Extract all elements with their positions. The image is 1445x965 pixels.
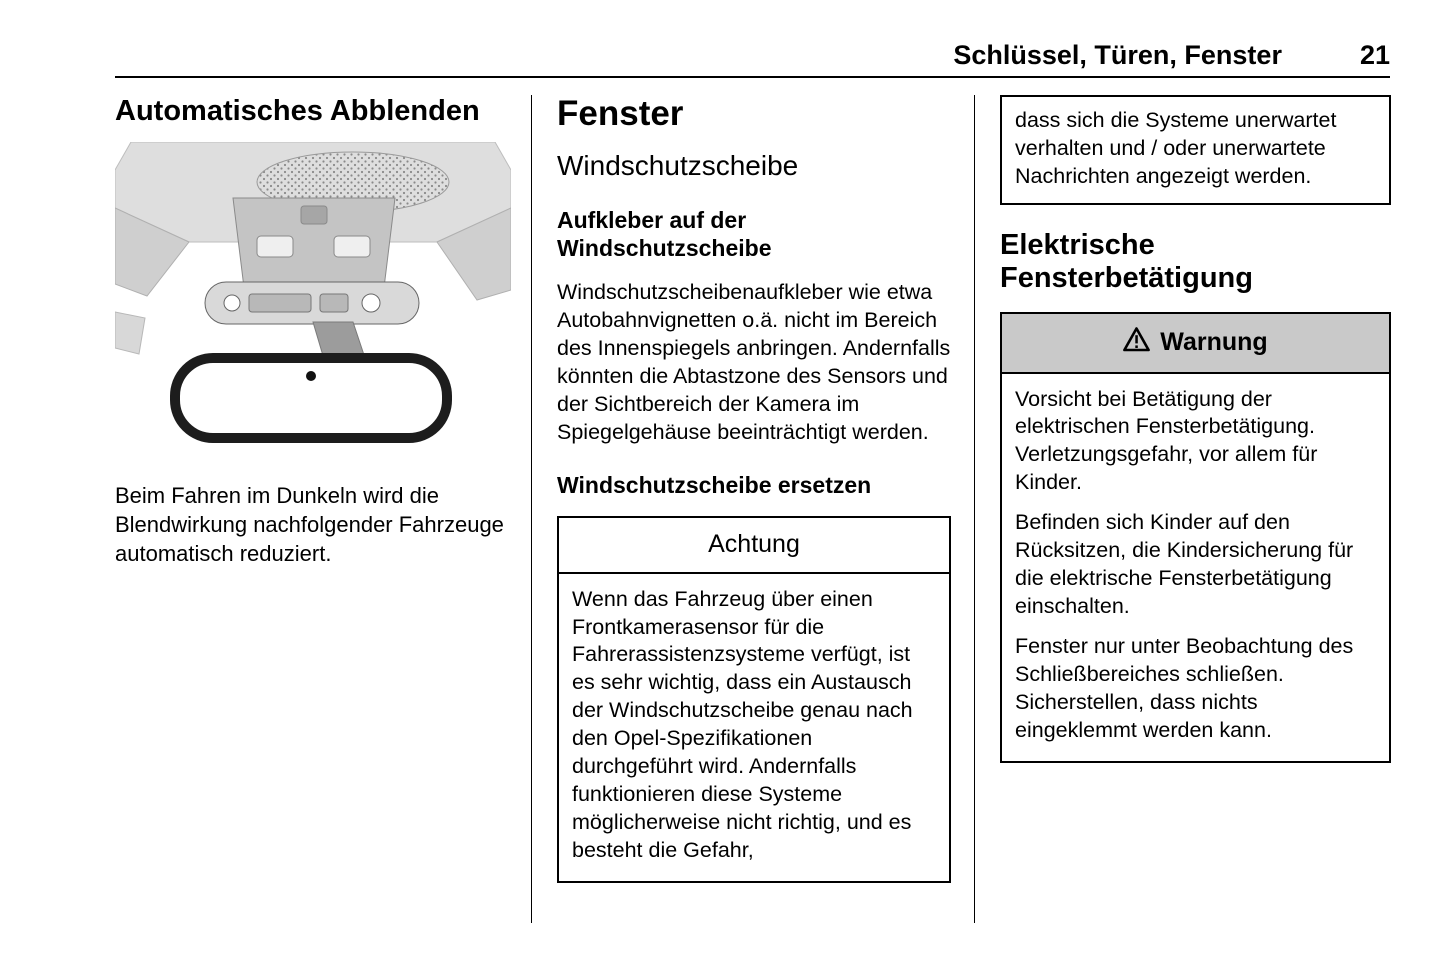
warning-box: [1000, 312, 1391, 763]
warning-box-title: Warnung: [1160, 328, 1268, 356]
page-number: 21: [1359, 40, 1390, 70]
topic-heading-aufkleber: Aufkleber auf der Windschutzscheibe: [557, 206, 772, 262]
warning-triangle-icon: [1123, 327, 1150, 359]
header-rule: [115, 76, 1390, 78]
section-heading-auto-dimming: Automatisches Abblenden: [115, 95, 480, 127]
caution-box-body: Wenn das Fahrzeug über einen Frontkamerasensor für die Fahrerassistenzsysteme verfügt, ist es sehr wichtig, dass ein Austausch der Windschutzscheibe genau nach den Opel-Spezifikationen durchgeführt wird. Andernfalls funktionieren diese Systeme möglicherweise nicht richtig, und es besteht die Gefahr,: [572, 586, 913, 862]
warning-paragraph: Vorsicht bei Betätigung der elektrischen Fensterbetätigung. Verletzungsgefahr, vor allem für Kinder.: [1015, 386, 1318, 495]
warning-paragraph: Fenster nur unter Beobachtung des Schließbereiches schließen. Sicherstellen, dass nichts eingeklemmt werden kann.: [1015, 634, 1354, 742]
caution-box: [557, 516, 951, 883]
warning-box-header: [1002, 314, 1389, 374]
subsection-heading-windschutzscheibe: Windschutzscheibe: [557, 149, 799, 181]
caution-box-continuation: dass sich die Systeme unerwartet verhalten und / oder unerwartete Nachrichten angezeigt werden.: [1000, 95, 1391, 205]
warning-paragraph: Befinden sich Kinder auf den Rücksitzen, die Kindersicherung für die elektrische Fensterbetätigung einschalten.: [1015, 510, 1354, 619]
column-middle: [557, 95, 951, 883]
column-right: [1000, 95, 1391, 763]
rearview-mirror-illustration: [115, 142, 511, 460]
mirror-console-drawing: [115, 142, 511, 460]
chapter-title: Schlüssel, Türen, Fenster: [953, 40, 1282, 70]
running-header: [115, 40, 1390, 71]
warning-box-body: [1002, 374, 1389, 761]
auto-dimming-description: Beim Fahren im Dunkeln wird die Blendwirkung nachfolgender Fahrzeuge automatisch reduziert.: [115, 483, 504, 566]
caution-box-title: Achtung: [559, 518, 949, 574]
section-heading-fenster: Fenster: [557, 94, 684, 133]
section-heading-elektrische-fensterbetaetigung: Elektrische Fensterbetätigung: [1000, 228, 1253, 295]
column-separator: [531, 95, 532, 923]
topic-heading-ersetzen: Windschutzscheibe ersetzen: [557, 471, 872, 498]
column-left: [115, 95, 513, 568]
column-separator: [974, 95, 975, 923]
windshield-sticker-paragraph: Windschutzscheibenaufkleber wie etwa Autobahnvignetten o.ä. nicht im Bereich des Innenspiegels anbringen. Andernfalls könnten die Abtastzone des Sensors und der Sichtbereich der Kamera im Spiegelgehäuse beeinträchtigt werden.: [557, 280, 951, 444]
